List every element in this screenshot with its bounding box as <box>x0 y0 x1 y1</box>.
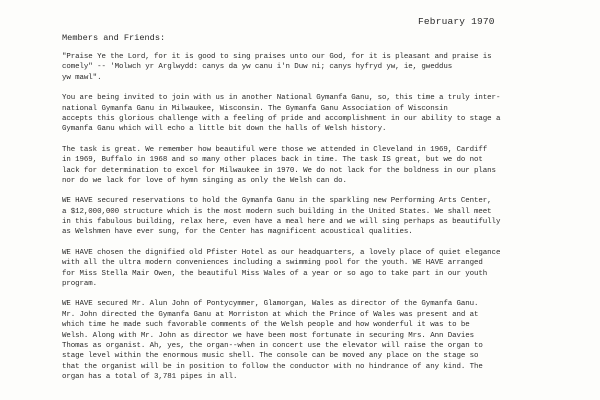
paragraph-line: WE HAVE secured reservations to hold the Gymanfa Ganu in the sparkling new Performing Arts Center, <box>62 197 492 206</box>
letter-date: February 1970 <box>418 16 495 27</box>
paragraph-arts-center <box>62 196 562 238</box>
paragraph-line: for Miss Stella Mair Owen, the beautiful Miss Wales of a year or so ago to take part in our youth <box>62 269 488 278</box>
salutation: Members and Friends: <box>62 33 166 43</box>
paragraph-hotel <box>62 248 562 290</box>
paragraph-line: nor do we lack for love of hymn singing as only the Welsh can do. <box>62 176 347 185</box>
paragraph-line: organ has a total of 3,781 pipes in all. <box>62 373 238 382</box>
paragraph-line: with all the ultra modern conveniences including a swimming pool for the youth. WE HAVE arranged <box>62 259 483 268</box>
paragraph-invitation <box>62 93 562 135</box>
paragraph-line: You are being invited to join with us in another National Gymanfa Ganu, so, this time a truly inter- <box>62 94 501 103</box>
paragraph-line: accepts this glorious challenge with a feeling of pride and accomplishment in our ability to stage a <box>62 114 501 123</box>
paragraph-line: WE HAVE secured Mr. Alun John of Pontycymmer, Glamorgan, Wales as director of the Gymanfa Ganu. <box>62 300 479 309</box>
paragraph-line: WE HAVE chosen the dignified old Pfister Hotel as our headquarters, a lovely place of quiet elegance <box>62 248 501 257</box>
paragraph-task <box>62 145 562 187</box>
paragraph-line: stage level within the enormous music shell. The console can be moved any place on the stage so <box>62 352 479 361</box>
paragraph-line: national Gymanfa Ganu in Milwaukee, Wisconsin. The Gymanfa Ganu Association of Wisconsin <box>62 104 448 113</box>
paragraph-director <box>62 299 562 382</box>
paragraph-line: in this fabulous building, relax here, even have a meal here and we will sing perhaps as beautifully <box>62 218 501 227</box>
paragraph-line: as Welshmen have ever sung, for the Center has magnificent acoustical qualities. <box>62 228 413 237</box>
paragraph-line: program. <box>62 280 98 289</box>
paragraph-line: in 1969, Buffalo in 1968 and so many other places back in time. The task IS great, but we do not <box>62 156 483 165</box>
paragraph-line: "Praise Ye the Lord, for it is good to sing praises unto our God, for it is pleasant and praise is <box>62 53 492 61</box>
paragraph-line: Gymanfa Ganu which will echo a little bit down the halls of Welsh history. <box>62 125 387 134</box>
paragraph-line: yw mawl". <box>62 73 102 82</box>
paragraph-line: that the organist will be in position to follow the conductor with no hindrance of any kind. The <box>62 362 483 371</box>
paragraph-line: lack for determination to excel for Milwaukee in 1970. We do not lack for the boldness in our plans <box>62 166 496 175</box>
paragraph-line: Mr. John directed the Gymanfa Ganu at Morriston at which the Prince of Wales was present and at <box>62 310 479 319</box>
paragraph-line: a $12,000,000 structure which is the most modern such building in the United States. We shall meet <box>62 207 492 216</box>
paragraph-line: comely" -- 'Molwch yr Arglwydd: canys da yw canu i'n Duw ni; canys hyfryd yw, ie, gweddus <box>62 63 453 72</box>
letter-body <box>62 52 562 393</box>
paragraph-line: Thomas as organist. Ah, yes, the organ--when in concert use the elevator will raise the organ to <box>62 341 483 350</box>
paragraph-line: The task is great. We remember how beautiful were those we attended in Cleveland in 1969, Cardiff <box>62 145 488 154</box>
paragraph-line: Welsh. Along with Mr. John as director we have been most fortunate in securing Mrs. Ann Davies <box>62 331 475 340</box>
paragraph-line: which time he made such favorable comments of the Welsh people and how wonderful it was to be <box>62 321 470 330</box>
paragraph-hymn-quote <box>62 52 562 83</box>
